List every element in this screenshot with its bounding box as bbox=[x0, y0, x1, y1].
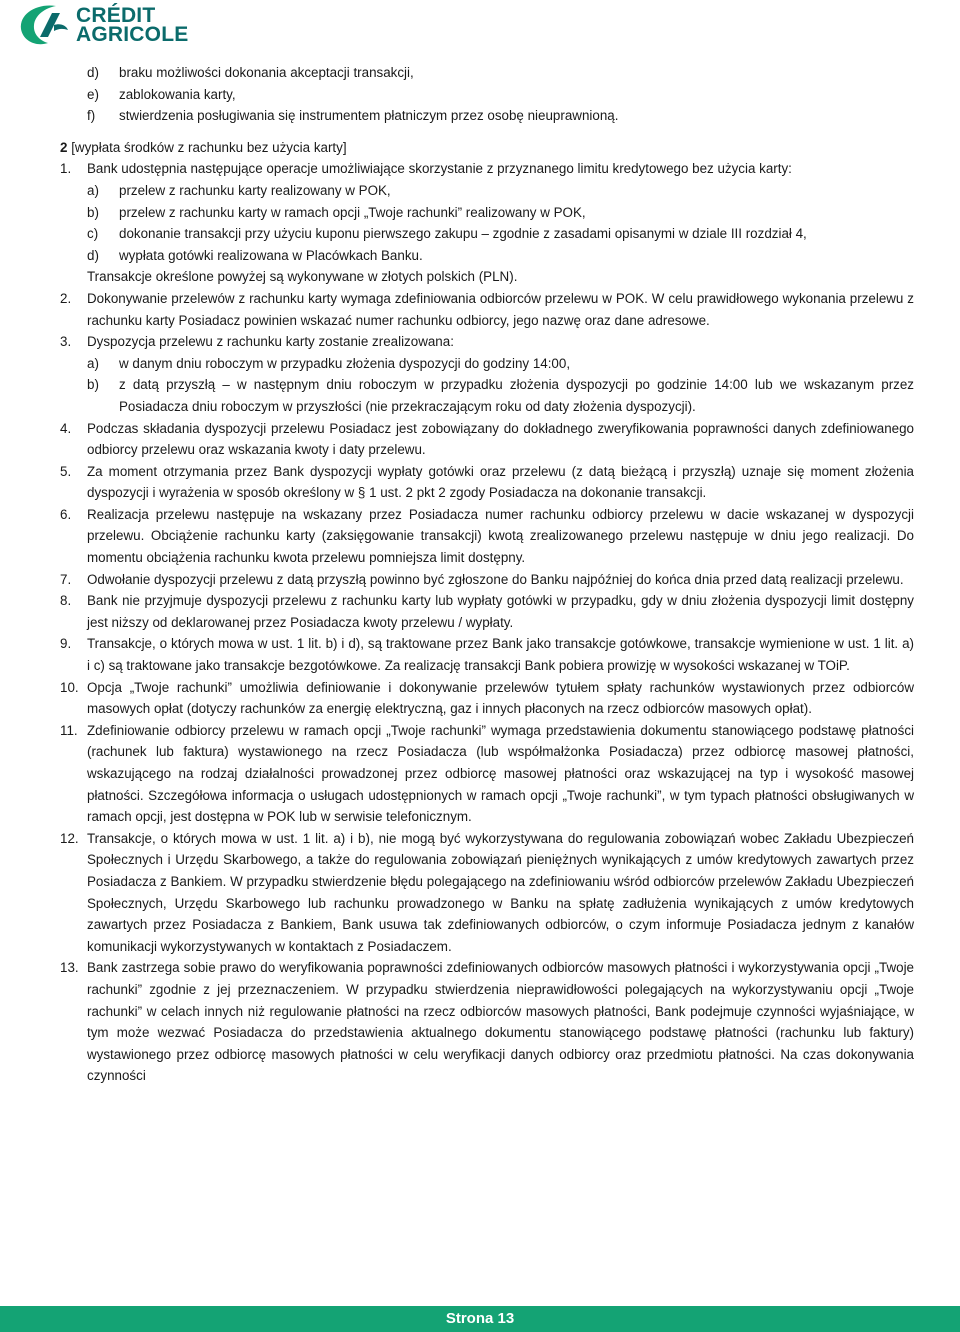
brand-line1: CRÉDIT bbox=[76, 4, 156, 27]
paragraph-10: 10. Opcja „Twoje rachunki” umożliwia definiowanie i dokonywanie przelewów tytułem spłaty rachunków wystawionych przez odbiorców masowych opłat (dotyczy rachunków za energię elektryczną, gaz i innych płaconych na rzecz odbiorców masowych opłat). bbox=[60, 679, 914, 717]
paragraph-8: 8. Bank nie przyjmuje dyspozycji przelewu z rachunku karty lub wypłaty gotówki w przypadku, gdy w dniu złożenia dyspozycji limit dostępny jest niższy od deklarowanej przez Posiadacza kwoty przelewu / wypłaty. bbox=[60, 593, 914, 630]
page-footer bbox=[0, 1306, 960, 1332]
brand-logo bbox=[16, 2, 188, 48]
list-item: a) w danym dniu roboczym w przypadku złożenia dyspozycji do godziny 14:00, bbox=[87, 355, 571, 371]
list-item: a) przelew z rachunku karty realizowany w POK, bbox=[87, 182, 391, 198]
paragraph-6: 6. Realizacja przelewu następuje na wskazany przez Posiadacza numer rachunku odbiorcy przelewu w dacie wskazanej w dyspozycji przelewu. Obciążenie rachunku karty (zaksięgowanie transakcji) kwotą zrealizowanego przelewu następuje w dniu jego realizacji. Do momentu obciążenia rachunku kwota przelewu pomniejsza limit dostępny. bbox=[60, 506, 914, 566]
list-item: e) zablokowania karty, bbox=[87, 86, 236, 102]
credit-agricole-logo-icon bbox=[16, 3, 70, 47]
paragraph-note: Transakcje określone powyżej są wykonywane w złotych polskich (PLN). bbox=[87, 269, 518, 285]
page-number: Strona 13 bbox=[445, 1310, 515, 1327]
section-number: 2 bbox=[60, 139, 68, 155]
paragraph-11: 11. Zdefiniowanie odbiorcy przelewu w ramach opcji „Twoje rachunki” wymaga przedstawienia dokumentu stanowiącego podstawę płatności (rachunek lub faktura) wystawionego na rzecz Posiadacza (lub współmałżonka Posiadacza) przez odbiorcę masowej płatności, wskazującego na rodzaj działalności prowadzonej przez odbiorcę masowej płatności oraz wskazującej na typ i wysokość masowej płatności. Szczegółowa informacja o usługach udostępnionych w ramach opcji „Twoje rachunki”, w tym typach płatności obsługiwanych w ramach opcji, jest dostępna w POK lub w serwisie telefonicznym. bbox=[60, 722, 914, 825]
paragraph-1: 1. Bank udostępnia następujące operacje umożliwiające skorzystanie z przyznanego limitu kredytowego bez użycia karty: a) przelew z rachunku karty realizowany w POK, b) przelew z rachunku karty w ramach opcji „Twoje rachunki” realizowany w POK, c) dokonanie transakcji przy użyciu kuponu pierwszego zakupu – zgodnie z zasadami opisanymi w dziale III rozdział 4, d) wypłata gotówki realizowana w Placówkach Banku. Transakcje określone powyżej są wykonywane w złotych polskich (PLN). bbox=[60, 158, 914, 288]
list-item: d) wypłata gotówki realizowana w Placówkach Banku. bbox=[87, 247, 423, 263]
list-item: f) stwierdzenia posługiwania się instrumentem płatniczym przez osobę nieuprawnioną. bbox=[87, 108, 619, 124]
section-title: [wypłata środków z rachunku bez użycia karty] bbox=[71, 139, 347, 155]
document-body bbox=[60, 62, 914, 1087]
paragraph-13: 13. Bank zastrzega sobie prawo do weryfikowania poprawności zdefiniowanych odbiorców masowych płatności i wykorzystywania opcji „Twoje rachunki” zgodnie z jej przeznaczeniem. W przypadku stwierdzenia nieprawidłowości polegających na wykorzystywaniu opcji „Twoje rachunki” w celach innych niż regulowanie płatności na rzecz odbiorców masowych płatności, Bank podejmuje czynności wyjaśniające, w tym może wezwać Posiadacza do przedstawienia aktualnego dokumentu stanowiącego podstawę płatności (rachunku lub faktury) wystawionego przez odbiorcę masowych płatności w celu weryfikacji danych odbiorcy oraz przedmiotu płatności. Na czas dokonywania czynności bbox=[60, 960, 914, 1084]
paragraph-4: 4. Podczas składania dyspozycji przelewu Posiadacz jest zobowiązany do dokładnego zweryfikowania poprawności danych zdefiniowanego odbiorcy przelewu oraz wskazania kwoty i daty przelewu. bbox=[60, 420, 914, 458]
list-item: b) przelew z rachunku karty w ramach opcji „Twoje rachunki” realizowany w POK, bbox=[87, 204, 586, 220]
paragraph-12: 12. Transakcje, o których mowa w ust. 1 lit. a) i b), nie mogą być wykorzystywana do regulowania zobowiązań wobec Zakładu Ubezpieczeń Społecznych i Urzędu Skarbowego, a także do regulowania zobowiązań pieniężnych wynikających z umów kredytowych zawartych przez Posiadacza z Bankiem. W przypadku stwierdzenie błędu polegającego na zdefiniowaniu wśród odbiorców przelewów Zakładu Ubezpieczeń Społecznych, Urzędu Skarbowego lub rachunku prowadzonego w Banku na spłatę zadłużenia wynikających z umów kredytowych zawartych przez Posiadacza z Bankiem, Bank usuwa tak zdefiniowanych odbiorców, o czym informuje Posiadacza jednym z kanałów komunikacji wykorzystywanych w kontaktach z Posiadaczem. bbox=[60, 830, 914, 954]
list-item: d) braku możliwości dokonania akceptacji transakcji, bbox=[87, 65, 414, 80]
list-item: c) dokonanie transakcji przy użyciu kuponu pierwszego zakupu – zgodnie z zasadami opisanymi w dziale III rozdział 4, bbox=[87, 226, 807, 242]
paragraph-5: 5. Za moment otrzymania przez Bank dyspozycji wypłaty gotówki oraz przelewu (z datą bieżącą i przyszłą) uznaje się moment złożenia dyspozycji i wyrażenia w sposób określony w § 1 ust. 2 pkt 2 zgody Posiadacza na dokonanie transakcji. bbox=[60, 463, 914, 501]
paragraph-3: 3. Dyspozycja przelewu z rachunku karty zostanie zrealizowana: a) w danym dniu roboczym w przypadku złożenia dyspozycji do godziny 14:00, b) z datą przyszłą – w następnym dniu roboczym w przypadku złożenia dyspozycji po godzinie 14:00 lub we wskazanym przez Posiadacza dniu roboczym w przyszłości (nie przekraczającym roku od daty złożenia dyspozycji). bbox=[60, 331, 914, 417]
brand-line2: AGRICOLE bbox=[76, 23, 189, 46]
paragraph-7: 7. Odwołanie dyspozycji przelewu z datą przyszłą powinno być zgłoszone do Banku najpóźniej do końca dnia przed datą realizacji przelewu. bbox=[60, 571, 904, 587]
brand-wordmark bbox=[76, 6, 188, 44]
section-heading bbox=[60, 137, 914, 159]
paragraph-9: 9. Transakcje, o których mowa w ust. 1 lit. b) i d), są traktowane przez Bank jako transakcje gotówkowe, transakcje wymienione w ust. 1 lit. a) i c) są traktowane jako transakcje bezgotówkowe. Za realizację transakcji Bank pobiera prowizję w wysokości wskazanej w TOiP. bbox=[60, 636, 914, 674]
list-item: b) z datą przyszłą – w następnym dniu roboczym w przypadku złożenia dyspozycji po godzinie 14:00 lub we wskazanym przez Posiadacza dniu roboczym w przyszłości (nie przekraczającym roku od daty złożenia dyspozycji). bbox=[87, 377, 914, 414]
paragraph-2: 2. Dokonywanie przelewów z rachunku karty wymaga zdefiniowania odbiorców przelewu w POK. W celu prawidłowego wykonania przelewu z rachunku karty Posiadacz powinien wskazać numer rachunku odbiorcy, jego nazwę oraz dane adresowe. bbox=[60, 290, 914, 328]
